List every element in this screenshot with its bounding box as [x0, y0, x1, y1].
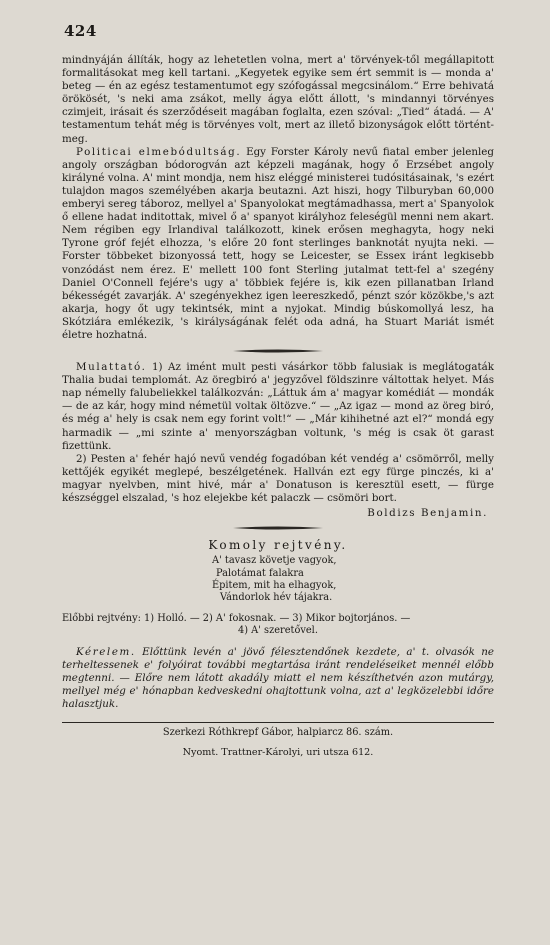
request-notice: [62, 646, 494, 711]
poem-line: Palotámat falakra: [216, 567, 304, 579]
request-body: Előttünk levén a' jövő félesztendőnek kezdete, a' t. olvasók ne terheltessenek e' folyóirat további megtartása iránt rendeléseiket mennél előbb megtenni. — Előre nem látott akadály miatt el nem készíthetvén azon mutárgy, mellyel még e' hónapban kedveskedni ohajtottunk volna, azt a' legközelebbi időre halasztjuk.: [62, 645, 494, 711]
paragraph-pinczes: 2) Pesten a' fehér hajó nevű vendég fogadóban két vendég a' csömörről, melly kettőjék egyikét meglepé, beszélgetének. Hallván ezt egy fürge pinczés, ki a' magyar nyelvben, mint hivé, már a' Donatuson is keresztül esett, — fürge készséggel elszalad, 's hoz elejekbe két palaczk — csömöri bort.: [62, 452, 494, 504]
paragraph-testament: mindnyáján állíták, hogy az lehetetlen volna, mert a' törvények-től megállapitott formalitásokat meg kell tartani. „Kegyetek egyike sem ért semmit is — monda a' beteg — én az egész testamentumot egy szófogással megcsinálom.“ Erre behivatá örökösét, 's neki ama zsákot, melly ágya előtt állott, 's mindannyi törvényes czimjeit, irásait és szerződéseit magában foglalta, ezen szóval: „Tied“ átadá. — A' testamentum tehát még is törvényes volt, mert az illető bizonyságok előtt történt-meg.: [62, 54, 494, 145]
poem-line: Épitem, mit ha elhagyok,: [212, 579, 337, 591]
divider-rule: [62, 722, 494, 723]
ornament-divider: [233, 348, 323, 354]
section-title-mulattato: Mulattató.: [76, 361, 147, 374]
previous-riddle-answers: [62, 613, 494, 638]
page-number: 424: [64, 22, 97, 40]
editor-line: Szerkezi Róthkrepf Gábor, halpiarcz 86. szám.: [162, 726, 394, 738]
answers-line: Előbbi rejtvény: 1) Holló. — 2) A' fokosnak. — 3) Mikor bojtorjános. —: [62, 612, 411, 624]
author-signature: Boldizs Benjamin.: [367, 507, 488, 520]
answers-line: 4) A' szeretővel.: [238, 625, 318, 637]
paragraph-mulattato: [62, 361, 494, 453]
riddle-title: Komoly rejtvény.: [208, 538, 348, 553]
paragraph-politicai-body: Egy Forster Károly nevű fiatal ember jelenleg angoly országban bódorogván azt képzeli magának, hogy ő Erzsébet angoly királyné volna. A' mint mondja, nem hisz eléggé ministerei tudósitásainak, 's ezért tulajdon magos személyében akarja beutazni. Azt hiszi, hogy Tilburyban 60,000 emberyi sereg táboroz, mellyel a' Spanyolokat megtámadhassa, mert a' Spanyolok ő ellene hadat inditottak, mivel ő a' spanyot királyhoz feleségül menni nem akart. Nem régiben egy Irlandival találkozott, kinek erősen meghagyta, hogy neki Tyrone gróf fejét elhozza, 's előre 20 font sterlinges banknotát nyujta neki. — Forster többeket bizonyossá tett, hogy se Leicester, se Essex iránt legkisebb vonzódást nem érez. E' mellett 100 font Sterling jutalmat tett-fel a' szegény Daniel O'Connell fejére's ugy a' többiek fejére is, kik ezen pillanatban Irland békességét zavarják. A' szegényekhez igen leereszkedő, pénzt szór közökbe,'s azt akarja, hogy őt ugy tekintsék, mint a nyjokat. Mindig búskomollyá lesz, ha Skótziára emlékezik, 's királyságának felét oda adná, ha Stuart Mariát ismét életre hozhatná.: [62, 145, 494, 341]
ornament-divider-2: [233, 525, 323, 531]
section-title-politicai: Politicai elmebódultság.: [76, 145, 242, 158]
riddle-poem: [212, 555, 494, 605]
paragraph-politicai: [62, 146, 494, 342]
poem-line: Vándorlok hév tájakra.: [220, 592, 333, 604]
printer-line: Nyomt. Trattner-Károlyi, uri utsza 612.: [182, 746, 374, 758]
paragraph-mulattato-body: 1) Az imént mult pesti vásárkor több falusiak is meglátogaták Thalia budai templomát. Az öregbiró a' jegyzővel földszinre váltottak helyet. Más nap némelly falubeliekkel találkozván: „Láttuk ám a' magyar komédiát — mondák — de az kár, hogy mind németül voltak öltözve.“ — „Az igaz — mond az öreg biró, és még a' hely is csak nem egy forint volt!“ — „Már kihihetné azt el?“ mondá egy harmadik — „mi szinte a' menyországban voltunk, 's még is csak öt garast fizettünk.: [62, 361, 494, 452]
request-title: Kérelem.: [76, 645, 136, 658]
poem-line: A' tavasz követje vagyok,: [212, 555, 337, 567]
